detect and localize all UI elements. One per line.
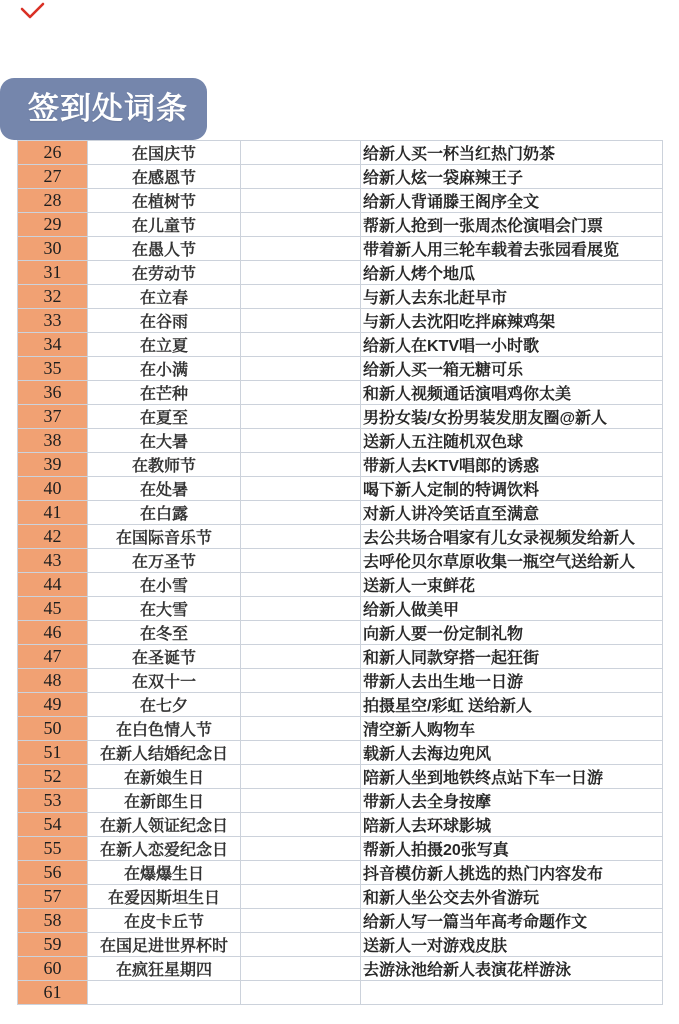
table-row — [18, 837, 663, 861]
cell-description: 带新人去全身按摩 — [361, 789, 663, 813]
cell-festival: 在圣诞节 — [88, 645, 241, 669]
table-row — [18, 237, 663, 261]
cell-row-number: 45 — [18, 597, 88, 621]
cell-row-number: 59 — [18, 933, 88, 957]
cell-blank — [241, 309, 361, 333]
cell-blank — [241, 525, 361, 549]
cell-description: 男扮女装/女扮男装发朋友圈@新人 — [361, 405, 663, 429]
cell-festival: 在国庆节 — [88, 141, 241, 165]
cell-row-number: 38 — [18, 429, 88, 453]
cell-description: 去呼伦贝尔草原收集一瓶空气送给新人 — [361, 549, 663, 573]
cell-description: 送新人一对游戏皮肤 — [361, 933, 663, 957]
cell-description: 给新人买一杯当红热门奶茶 — [361, 141, 663, 165]
cell-blank — [241, 933, 361, 957]
cell-description: 载新人去海边兜风 — [361, 741, 663, 765]
entries-table-container — [17, 140, 662, 1005]
cell-row-number: 31 — [18, 261, 88, 285]
cell-row-number: 39 — [18, 453, 88, 477]
cell-festival: 在大雪 — [88, 597, 241, 621]
cell-blank — [241, 453, 361, 477]
cell-blank — [241, 765, 361, 789]
cell-blank — [241, 405, 361, 429]
cell-description: 给新人在KTV唱一小时歌 — [361, 333, 663, 357]
cell-blank — [241, 477, 361, 501]
cell-row-number: 53 — [18, 789, 88, 813]
cell-festival: 在白色情人节 — [88, 717, 241, 741]
cell-row-number: 28 — [18, 189, 88, 213]
cell-blank — [241, 981, 361, 1005]
cell-festival: 在国际音乐节 — [88, 525, 241, 549]
cell-row-number: 36 — [18, 381, 88, 405]
table-row — [18, 669, 663, 693]
cell-description: 给新人背诵滕王阁序全文 — [361, 189, 663, 213]
table-row — [18, 357, 663, 381]
cell-festival: 在教师节 — [88, 453, 241, 477]
cell-festival: 在劳动节 — [88, 261, 241, 285]
cell-festival: 在新娘生日 — [88, 765, 241, 789]
cell-row-number: 46 — [18, 621, 88, 645]
cell-row-number: 61 — [18, 981, 88, 1005]
cell-blank — [241, 573, 361, 597]
table-row — [18, 381, 663, 405]
cell-blank — [241, 813, 361, 837]
cell-row-number: 52 — [18, 765, 88, 789]
cell-row-number: 49 — [18, 693, 88, 717]
cell-row-number: 32 — [18, 285, 88, 309]
cell-festival: 在植树节 — [88, 189, 241, 213]
section-title-badge: 签到处词条 — [0, 78, 207, 140]
cell-description: 给新人烤个地瓜 — [361, 261, 663, 285]
cell-row-number: 56 — [18, 861, 88, 885]
cell-description: 给新人做美甲 — [361, 597, 663, 621]
table-row — [18, 165, 663, 189]
cell-festival: 在大暑 — [88, 429, 241, 453]
cell-festival: 在疯狂星期四 — [88, 957, 241, 981]
cell-description: 带着新人用三轮车载着去张园看展览 — [361, 237, 663, 261]
table-row — [18, 789, 663, 813]
cell-blank — [241, 669, 361, 693]
cell-festival: 在谷雨 — [88, 309, 241, 333]
cell-row-number: 43 — [18, 549, 88, 573]
table-row — [18, 741, 663, 765]
cell-row-number: 35 — [18, 357, 88, 381]
cell-blank — [241, 549, 361, 573]
cell-description: 喝下新人定制的特调饮料 — [361, 477, 663, 501]
cell-description: 送新人五注随机双色球 — [361, 429, 663, 453]
cell-festival: 在白露 — [88, 501, 241, 525]
table-row — [18, 645, 663, 669]
cell-description: 给新人写一篇当年高考命题作文 — [361, 909, 663, 933]
cell-description: 送新人一束鲜花 — [361, 573, 663, 597]
entries-table-body — [18, 141, 663, 1005]
cell-festival: 在爆爆生日 — [88, 861, 241, 885]
cell-festival: 在新人恋爱纪念日 — [88, 837, 241, 861]
cell-row-number: 42 — [18, 525, 88, 549]
entries-table — [17, 140, 663, 1005]
cell-blank — [241, 333, 361, 357]
cell-blank — [241, 741, 361, 765]
table-row — [18, 885, 663, 909]
cell-row-number: 27 — [18, 165, 88, 189]
cell-description: 和新人视频通话演唱鸡你太美 — [361, 381, 663, 405]
cell-row-number: 34 — [18, 333, 88, 357]
cell-festival: 在愚人节 — [88, 237, 241, 261]
cell-description: 帮新人抢到一张周杰伦演唱会门票 — [361, 213, 663, 237]
cell-festival: 在新人领证纪念日 — [88, 813, 241, 837]
cell-row-number: 47 — [18, 645, 88, 669]
cell-description: 给新人炫一袋麻辣王子 — [361, 165, 663, 189]
table-row — [18, 477, 663, 501]
table-row — [18, 909, 663, 933]
table-row — [18, 813, 663, 837]
table-row — [18, 309, 663, 333]
cell-blank — [241, 957, 361, 981]
table-row — [18, 861, 663, 885]
table-row — [18, 429, 663, 453]
cell-festival: 在冬至 — [88, 621, 241, 645]
red-check-mark-icon — [20, 2, 46, 19]
cell-blank — [241, 285, 361, 309]
cell-festival: 在感恩节 — [88, 165, 241, 189]
cell-description: 帮新人拍摄20张写真 — [361, 837, 663, 861]
table-row — [18, 189, 663, 213]
table-row — [18, 141, 663, 165]
cell-description: 陪新人坐到地铁终点站下车一日游 — [361, 765, 663, 789]
table-row — [18, 501, 663, 525]
cell-blank — [241, 597, 361, 621]
cell-blank — [241, 501, 361, 525]
cell-blank — [241, 693, 361, 717]
table-row — [18, 525, 663, 549]
cell-description: 和新人坐公交去外省游玩 — [361, 885, 663, 909]
cell-row-number: 29 — [18, 213, 88, 237]
cell-row-number: 48 — [18, 669, 88, 693]
cell-description: 与新人去东北赶早市 — [361, 285, 663, 309]
table-row — [18, 285, 663, 309]
cell-blank — [241, 237, 361, 261]
cell-festival — [88, 981, 241, 1005]
cell-description: 陪新人去环球影城 — [361, 813, 663, 837]
table-row — [18, 213, 663, 237]
table-row — [18, 765, 663, 789]
cell-festival: 在芒种 — [88, 381, 241, 405]
cell-blank — [241, 645, 361, 669]
cell-row-number: 44 — [18, 573, 88, 597]
table-row — [18, 405, 663, 429]
cell-festival: 在万圣节 — [88, 549, 241, 573]
cell-description: 带新人去出生地一日游 — [361, 669, 663, 693]
cell-blank — [241, 165, 361, 189]
cell-festival: 在新人结婚纪念日 — [88, 741, 241, 765]
cell-row-number: 41 — [18, 501, 88, 525]
cell-description: 对新人讲冷笑话直至满意 — [361, 501, 663, 525]
cell-festival: 在小雪 — [88, 573, 241, 597]
cell-blank — [241, 429, 361, 453]
table-row — [18, 981, 663, 1005]
table-row — [18, 549, 663, 573]
cell-festival: 在夏至 — [88, 405, 241, 429]
table-row — [18, 933, 663, 957]
cell-blank — [241, 213, 361, 237]
cell-description: 抖音模仿新人挑选的热门内容发布 — [361, 861, 663, 885]
cell-blank — [241, 861, 361, 885]
cell-description: 清空新人购物车 — [361, 717, 663, 741]
cell-row-number: 50 — [18, 717, 88, 741]
cell-description: 与新人去沈阳吃拌麻辣鸡架 — [361, 309, 663, 333]
cell-description: 向新人要一份定制礼物 — [361, 621, 663, 645]
cell-festival: 在新郎生日 — [88, 789, 241, 813]
cell-blank — [241, 885, 361, 909]
cell-row-number: 37 — [18, 405, 88, 429]
cell-festival: 在爱因斯坦生日 — [88, 885, 241, 909]
cell-blank — [241, 141, 361, 165]
cell-description: 拍摄星空/彩虹 送给新人 — [361, 693, 663, 717]
cell-blank — [241, 189, 361, 213]
cell-row-number: 60 — [18, 957, 88, 981]
cell-blank — [241, 357, 361, 381]
cell-row-number: 33 — [18, 309, 88, 333]
cell-festival: 在皮卡丘节 — [88, 909, 241, 933]
cell-blank — [241, 381, 361, 405]
cell-description: 去公共场合唱家有儿女录视频发给新人 — [361, 525, 663, 549]
cell-blank — [241, 717, 361, 741]
cell-row-number: 40 — [18, 477, 88, 501]
cell-blank — [241, 789, 361, 813]
table-row — [18, 717, 663, 741]
table-row — [18, 333, 663, 357]
cell-row-number: 30 — [18, 237, 88, 261]
cell-festival: 在七夕 — [88, 693, 241, 717]
cell-row-number: 57 — [18, 885, 88, 909]
cell-festival: 在处暑 — [88, 477, 241, 501]
cell-blank — [241, 837, 361, 861]
cell-row-number: 26 — [18, 141, 88, 165]
table-row — [18, 261, 663, 285]
cell-row-number: 58 — [18, 909, 88, 933]
cell-festival: 在双十一 — [88, 669, 241, 693]
cell-blank — [241, 621, 361, 645]
cell-description — [361, 981, 663, 1005]
cell-row-number: 51 — [18, 741, 88, 765]
cell-row-number: 54 — [18, 813, 88, 837]
table-row — [18, 453, 663, 477]
cell-festival: 在国足进世界杯时 — [88, 933, 241, 957]
cell-festival: 在小满 — [88, 357, 241, 381]
table-row — [18, 597, 663, 621]
table-row — [18, 573, 663, 597]
cell-festival: 在立夏 — [88, 333, 241, 357]
cell-festival: 在立春 — [88, 285, 241, 309]
table-row — [18, 621, 663, 645]
table-row — [18, 957, 663, 981]
cell-description: 给新人买一箱无糖可乐 — [361, 357, 663, 381]
cell-row-number: 55 — [18, 837, 88, 861]
cell-description: 带新人去KTV唱郎的诱惑 — [361, 453, 663, 477]
cell-blank — [241, 261, 361, 285]
cell-festival: 在儿童节 — [88, 213, 241, 237]
table-row — [18, 693, 663, 717]
cell-blank — [241, 909, 361, 933]
cell-description: 和新人同款穿搭一起狂街 — [361, 645, 663, 669]
cell-description: 去游泳池给新人表演花样游泳 — [361, 957, 663, 981]
